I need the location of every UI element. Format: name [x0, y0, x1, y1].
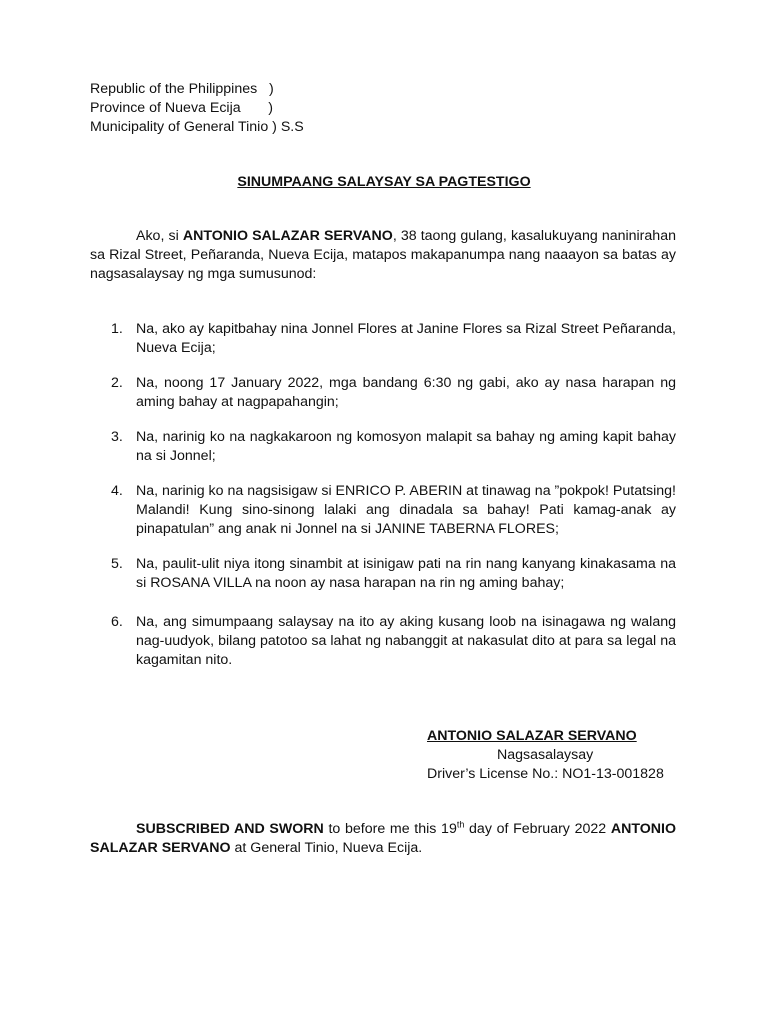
statement-number: 6.	[111, 614, 123, 630]
statement-text: Na, narinig ko na nagsisigaw si ENRICO P. ABERIN at tinawag na ”pokpok! Putatsing! Malandi! Kung sino-sinong lalaki ang dinadala sa bahay! Pati kamag-anak ay pinapatulan” ang anak ni Jonnel na si JANINE TABERNA FLORES;	[136, 483, 676, 537]
venue-line-municipality: Municipality of General Tinio ) S.S	[90, 119, 304, 135]
statement-number: 1.	[111, 321, 123, 337]
statement-text: Na, ako ay kapitbahay nina Jonnel Flores at Janine Flores sa Rizal Street Peñaranda, Nueva Ecija;	[136, 321, 676, 356]
statement-item	[90, 482, 676, 539]
signature-block	[427, 727, 664, 784]
intro-text-start: Ako, si	[136, 228, 183, 244]
jurat-affiant-name: ANTONIO SALAZAR SERVANO	[90, 821, 677, 856]
statement-number: 2.	[111, 375, 123, 391]
statement-text: Na, paulit-ulit niya itong sinambit at isinigaw pati na rin nang kanyang kinakasama na si ROSANA VILLA na noon ay nasa harapan na rin ng aming bahay;	[136, 556, 676, 591]
jurat-paragraph	[90, 820, 676, 858]
statement-item	[90, 428, 676, 466]
venue-line-republic: Republic of the Philippines )	[90, 81, 274, 97]
jurat-ordinal: th	[456, 819, 465, 830]
jurat-text-2: day of February 2022	[464, 821, 611, 837]
statement-item	[90, 613, 676, 670]
signatory-role: Nagsasalaysay	[497, 747, 594, 763]
document-title: SINUMPAANG SALAYSAY SA PAGTESTIGO	[237, 174, 531, 190]
statement-number: 3.	[111, 429, 123, 445]
drivers-license: Driver’s License No.: NO1-13-001828	[427, 766, 664, 782]
jurat-text-1: to before me this 19	[323, 821, 457, 837]
intro-paragraph	[90, 227, 676, 284]
venue-header	[90, 80, 304, 137]
statement-item	[90, 555, 676, 593]
statement-text: Na, narinig ko na nagkakaroon ng komosyon malapit sa bahay ng aming kapit bahay na si Jonnel;	[136, 429, 676, 464]
intro-text-end: , 38 taong gulang, kasalukuyang naninirahan sa Rizal Street, Peñaranda, Nueva Ecija, matapos makapanumpa nang naaayon sa batas ay nagsasalaysay ng mga sumusunod:	[90, 228, 676, 282]
statement-list	[90, 320, 676, 686]
statement-number: 5.	[111, 556, 123, 572]
statement-number: 4.	[111, 483, 123, 499]
statement-item	[90, 374, 676, 412]
signatory-name: ANTONIO SALAZAR SERVANO	[427, 728, 637, 744]
affiant-name: ANTONIO SALAZAR SERVANO	[182, 228, 393, 244]
statement-item	[90, 320, 676, 358]
jurat-text-3: at General Tinio, Nueva Ecija.	[230, 840, 423, 856]
venue-line-province: Province of Nueva Ecija )	[90, 100, 273, 116]
statement-text: Na, ang simumpaang salaysay na ito ay aking kusang loob na isinagawa ng walang nag-uudyok, bilang patotoo sa lahat ng nabanggit at nakasulat dito at para sa legal na kagamitan nito.	[136, 614, 676, 668]
jurat-lead: SUBSCRIBED AND SWORN	[136, 821, 324, 837]
statement-text: Na, noong 17 January 2022, mga bandang 6:30 ng gabi, ako ay nasa harapan ng aming bahay at nagpapahangin;	[136, 375, 676, 410]
